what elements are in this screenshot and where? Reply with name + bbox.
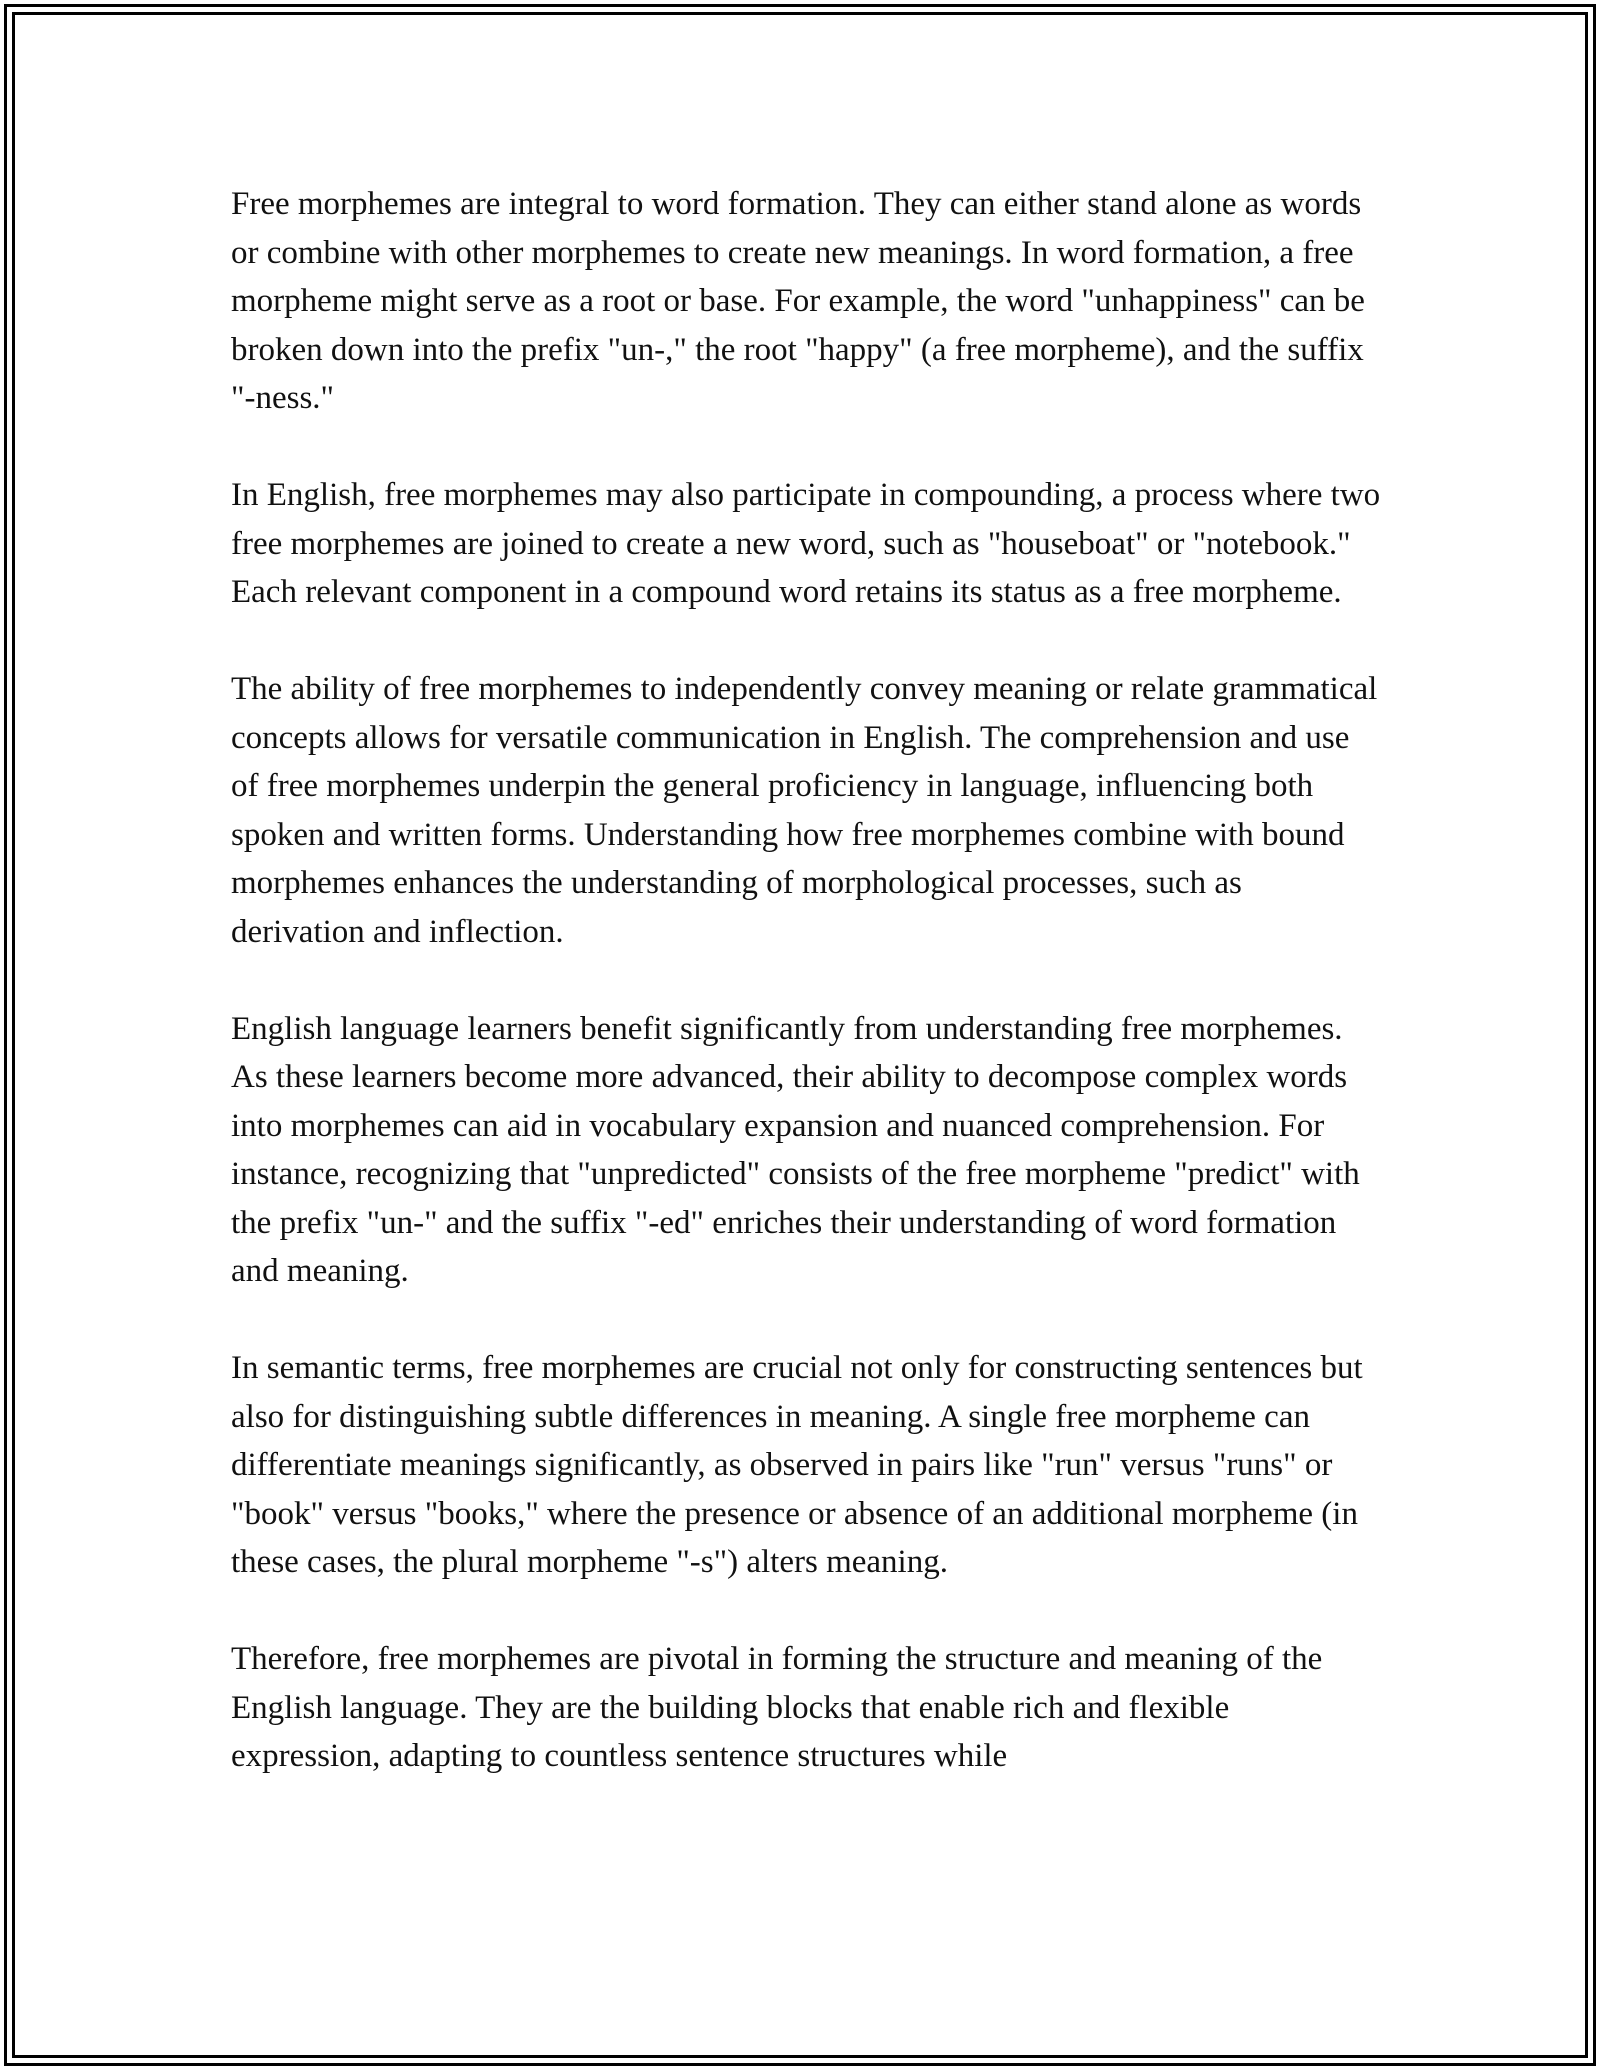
- paragraph-language-learners: English language learners benefit significantly from understanding free morphemes. As these learners become more advanced, their ability to decompose complex words into morphemes can aid in vocabulary expansion and nuanced comprehension. For instance, recognizing that "unpredicted" consists of the free morpheme "predict" with the prefix "un-" and the suffix "-ed" enriches their understanding of word formation and meaning.: [231, 1010, 1360, 1289]
- document-body: [231, 180, 1381, 1781]
- paragraph-communication: The ability of free morphemes to independently convey meaning or relate grammatical concepts allows for versatile communication in English. The comprehension and use of free morphemes underpin the general proficiency in language, influencing both spoken and written forms. Understanding how free morphemes combine with bound morphemes enhances the understanding of morphological processes, such as derivation and inflection.: [231, 671, 1378, 950]
- paragraph-conclusion: Therefore, free morphemes are pivotal in forming the structure and meaning of the English language. They are the building blocks that enable rich and flexible expression, adapting to countless sentence structures while: [231, 1641, 1323, 1774]
- paragraph-word-formation: Free morphemes are integral to word formation. They can either stand alone as words or combine with other morphemes to create new meanings. In word formation, a free morpheme might serve as a root or base. For example, the word "unhappiness" can be broken down into the prefix "un-," the root "happy" (a free morpheme), and the suffix "-ness.": [231, 186, 1365, 416]
- paragraph-compounding: In English, free morphemes may also participate in compounding, a process where two free morphemes are joined to create a new word, such as "houseboat" or "notebook." Each relevant component in a compound word retains its status as a free morpheme.: [231, 477, 1381, 610]
- paragraph-semantic-terms: In semantic terms, free morphemes are crucial not only for constructing sentences but also for distinguishing subtle differences in meaning. A single free morpheme can differentiate meanings significantly, as observed in pairs like "run" versus "runs" or "book" versus "books," where the presence or absence of an additional morpheme (in these cases, the plural morpheme "-s") alters meaning.: [231, 1350, 1363, 1580]
